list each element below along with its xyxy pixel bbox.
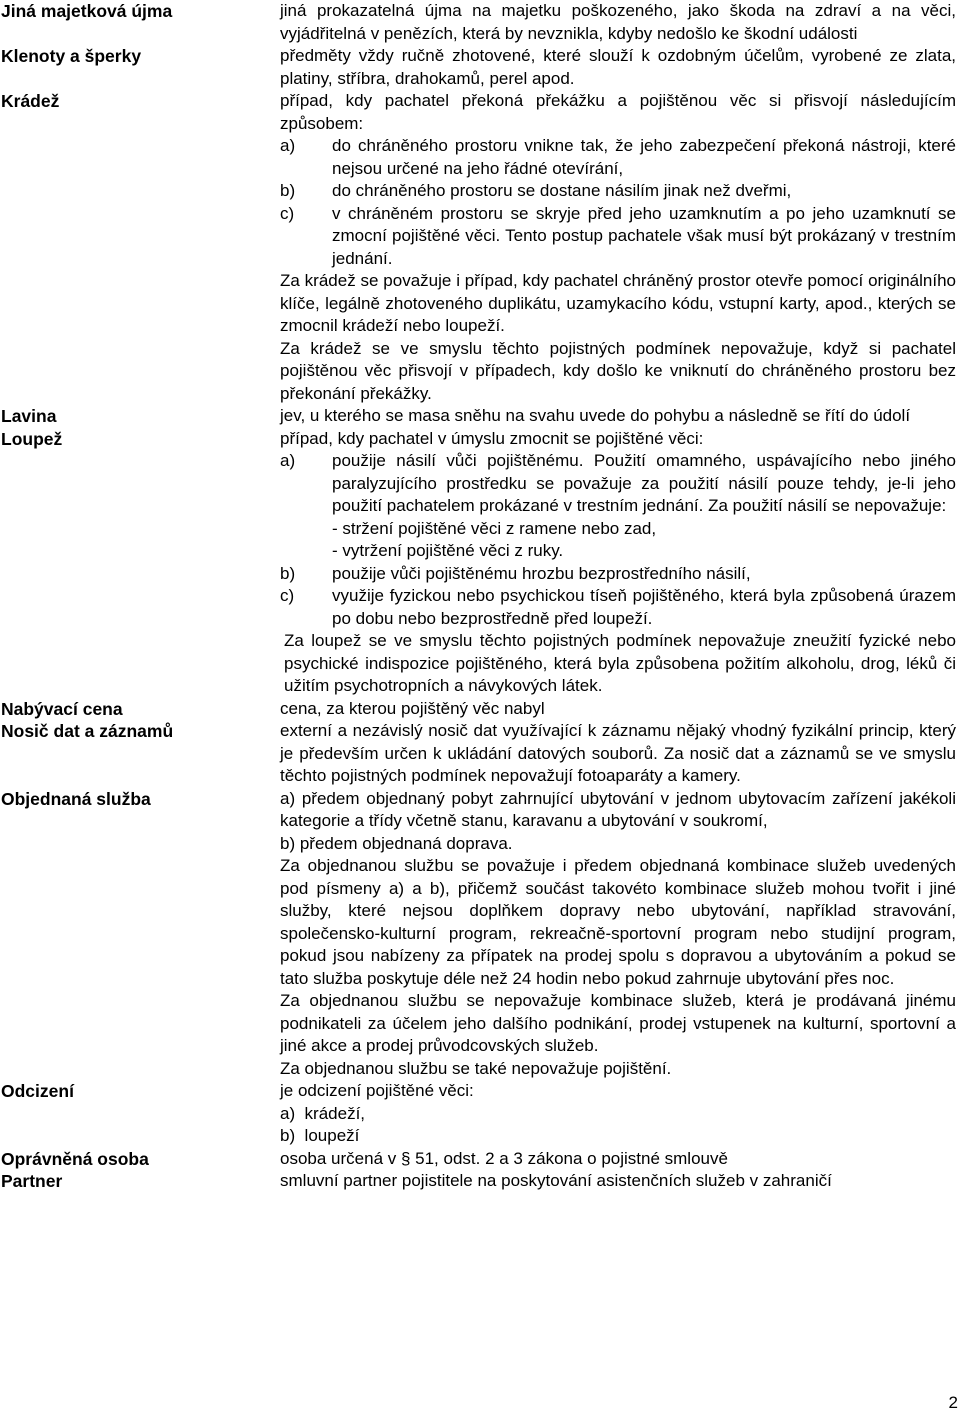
item-label: a) xyxy=(280,451,296,470)
item-label: b) xyxy=(280,563,296,583)
paragraph: Za loupež se ve smyslu těchto pojistných podmínek nepovažuje zneužití fyzické nebo psychické indispozice pojištěného, která byla způsobena požitím alkoholu, drog, léků či užitím psychotropních a návykových látek. xyxy=(284,631,956,695)
entry-nosic-dat xyxy=(0,720,960,788)
definition: smluvní partner pojistitele na poskytování asistenčních služeb v zahraničí xyxy=(280,1171,832,1190)
paragraph: Za objednanou službu se považuje i předem objednaná kombinace služeb uvedených pod písmeny a) a b), přičemž součást takovéto kombinace služeb mohou tvořit i jiné služby, které nejsou doplňkem dopravy nebo ubytování, například stravování, společensko-kulturní program, rekreačně-sportovní program nebo studijní program, pokud jsou nabízeny za přípatek na prodej spolu s dopravou a ubytováním a pokud se tato služba poskytuje déle než 24 hodin nebo pokud zahrnuje ubytování přes noc. xyxy=(280,856,956,988)
paragraph: Za objednanou službu se nepovažuje kombinace služeb, která je prodávaná jinému podnikateli za účelem jeho dalšího podnikání, prodej vstupenek na kulturní, sportovní a jiné akce a prodej průvodcovských služeb. xyxy=(280,991,956,1055)
definition: jev, u kterého se masa sněhu na svahu uvede do pohybu a následně se řítí do údolí xyxy=(280,406,911,425)
list-item xyxy=(280,450,956,518)
item-label: a) xyxy=(280,136,296,155)
term: Krádež xyxy=(1,91,60,111)
entry-kradez xyxy=(0,90,960,405)
list-item xyxy=(280,203,956,271)
term: Nabývací cena xyxy=(1,698,123,719)
item-label: c) xyxy=(280,586,295,605)
entry-loupez xyxy=(0,428,960,698)
term: Partner xyxy=(1,1171,63,1191)
entry-jina-majetkova-ujma xyxy=(0,0,960,45)
definition xyxy=(280,428,956,698)
item-text: do chráněného prostoru vnikne tak, že jeho zabezpečení překoná nástroji, které nejsou určené na jeho řádné otevírání, xyxy=(332,136,956,178)
item-text: v chráněném prostoru se skryje před jeho uzamknutím a po jeho uzamknutí se zmocní pojištěné věci. Tento postup pachatele však musí být prokázaný v trestním jednání. xyxy=(332,203,956,268)
list-item xyxy=(280,180,956,203)
entry-opravnena-osoba xyxy=(0,1148,960,1171)
definition: předměty vždy ručně zhotovené, které slouží k ozdobným účelům, vyrobené ze zlata, platiny, stříbra, drahokamů, perel apod. xyxy=(280,46,956,88)
definition: osoba určená v § 51, odst. 2 a 3 zákona o pojistné smlouvě xyxy=(280,1148,728,1168)
page-number: 2 xyxy=(948,1393,958,1412)
entry-nabyvaci-cena xyxy=(0,698,960,721)
term: Nosič dat a záznamů xyxy=(1,721,174,741)
term: Objednaná služba xyxy=(1,788,151,809)
list-item: a) předem objednaný pobyt zahrnující ubytování v jednom ubytovacím zařízení jakékoli kategorie a třídy včetně stanu, karavanu a ubytování v soukromí, xyxy=(280,788,956,830)
term: Klenoty a šperky xyxy=(1,46,142,66)
item-text: do chráněného prostoru se dostane násilím jinak než dveřmi, xyxy=(332,181,792,200)
definition: externí a nezávislý nosič dat využívající k záznamu nějaký vhodný fyzikální princip, který je především určen k ukládání datových souborů. Za nosič dat a záznamů se ve smyslu těchto pojistných podmínek nepovažují fotoaparáty a kamery. xyxy=(280,721,956,785)
definition xyxy=(280,1080,956,1148)
item-label: b) xyxy=(280,181,296,200)
term: Jiná majetková újma xyxy=(1,1,173,21)
term: Oprávněná osoba xyxy=(1,1148,149,1169)
entry-lavina xyxy=(0,405,960,428)
definition xyxy=(280,788,956,1081)
definition xyxy=(280,90,956,405)
definition-intro: je odcizení pojištěné věci: xyxy=(280,1081,474,1100)
entry-odcizeni xyxy=(0,1080,960,1148)
paragraph: Za objednanou službu se také nepovažuje pojištění. xyxy=(280,1058,672,1078)
item-label: c) xyxy=(280,203,295,223)
list-item: b) předem objednaná doprava. xyxy=(280,833,513,853)
entry-objednana-sluzba xyxy=(0,788,960,1081)
paragraph: Za krádež se považuje i případ, kdy pachatel chráněný prostor otevře pomocí originálního klíče, legálně zhotoveného duplikátu, uzamykacího kódu, vstupní karty, apod., kterých se zmocnil krádeží nebo loupeží. xyxy=(280,271,956,335)
list-item: a) krádeží, xyxy=(280,1103,366,1123)
list-item xyxy=(280,135,956,180)
entry-klenoty-a-sperky xyxy=(0,45,960,90)
definition-intro: případ, kdy pachatel v úmyslu zmocnit se pojištěné věci: xyxy=(280,428,704,448)
definition: cena, za kterou pojištěný věc nabyl xyxy=(280,698,545,718)
item-text: použije vůči pojištěnému hrozbu bezprostředního násilí, xyxy=(332,563,751,583)
sub-item: - stržení pojištěné věci z ramene nebo zad, xyxy=(332,518,657,538)
term: Lavina xyxy=(1,406,57,426)
term: Odcizení xyxy=(1,1081,74,1101)
paragraph: Za krádež se ve smyslu těchto pojistných podmínek nepovažuje, když si pachatel pojištěnou věc přisvojí v případech, kdy došlo ke vniknutí do chráněného prostoru bez překonání překážky. xyxy=(280,338,956,403)
item-text: použije násilí vůči pojištěnému. Použití omamného, uspávajícího nebo jiného paralyzujícího prostředku se považuje za použití násilí pouze tehdy, je-li jeho použití pachatelem prokázané v trestním jednání. Za použití násilí se nepovažuje: xyxy=(332,451,956,515)
list-item: b) loupeží xyxy=(280,1126,360,1145)
item-text: využije fyzickou nebo psychickou tíseň pojištěného, která byla způsobená úrazem po dobu nebo bezprostředně před loupeží. xyxy=(332,586,956,628)
definition-intro: případ, kdy pachatel překoná překážku a pojištěnou věc si přisvojí následujícím způsobem: xyxy=(280,91,956,133)
list-item xyxy=(280,563,956,586)
term: Loupež xyxy=(1,428,63,449)
sub-item: - vytržení pojištěné věci z ruky. xyxy=(332,541,564,560)
definition: jiná prokazatelná újma na majetku poškozeného, jako škoda na zdraví a na věci, vyjádřitelná v penězích, která by nevznikla, kdyby nedošlo ke škodní události xyxy=(280,1,956,43)
entry-partner xyxy=(0,1170,960,1193)
list-item xyxy=(280,585,956,630)
